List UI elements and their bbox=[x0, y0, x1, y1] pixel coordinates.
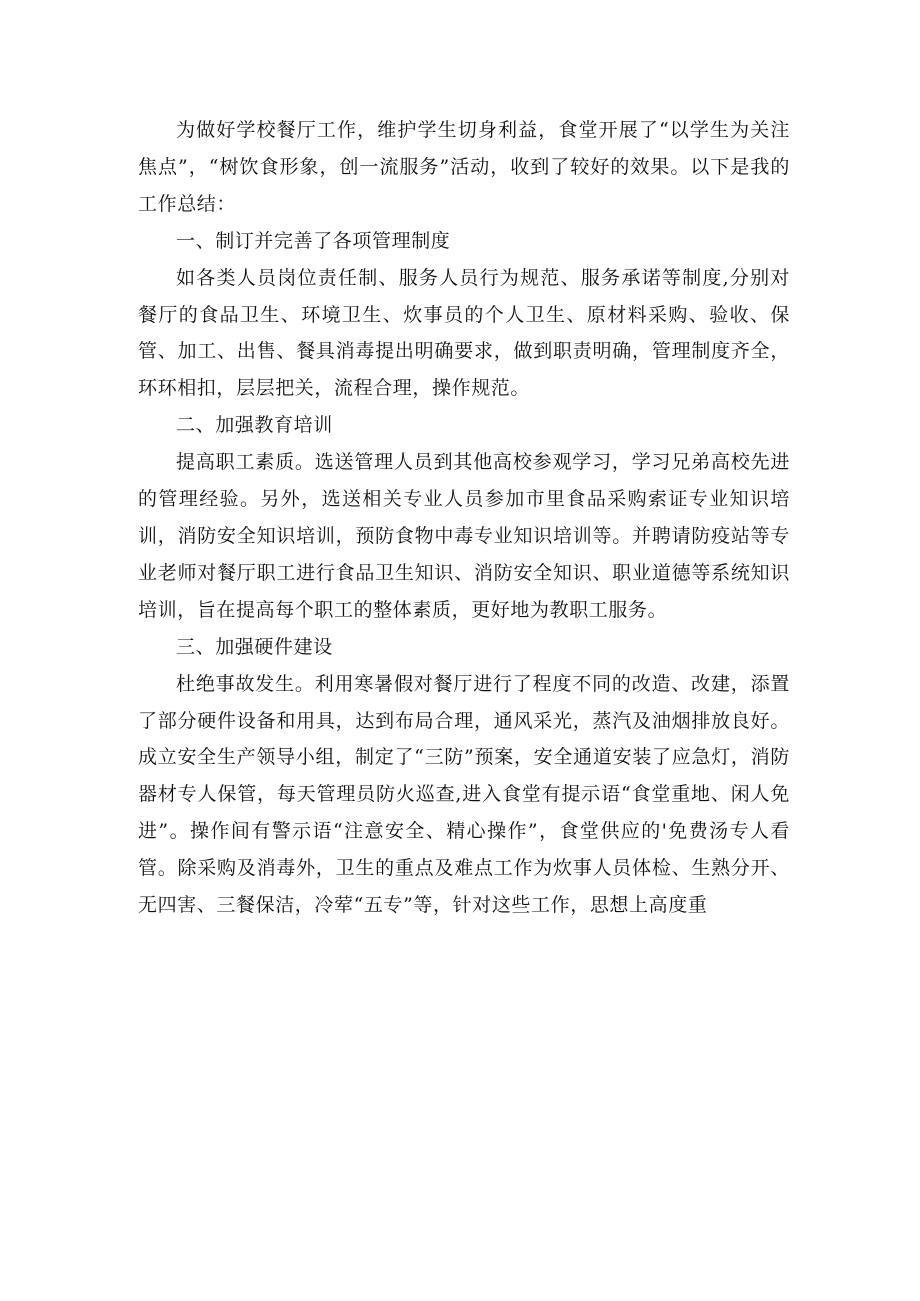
section-heading-education-training: 二、加强教育培训 bbox=[176, 414, 333, 437]
hardware-paragraph: 杜绝事故发生。利用寒暑假对餐厅进行了程度不同的改造、改建，添置了部分硬件设备和用具，达到布局合理，通风采光，蒸汽及油烟排放良好。成立安全生产领导小组，制定了“三防”预案，安全通道安装了应急灯，消防器材专人保管，每天管理员防火巡查,进入食堂有提示语“食堂重地、闲人免进”。操作间有警示语“注意安全、精心操作”，食堂供应的'免费汤专人看管。除采购及消毒外，卫生的重点及难点工作为炊事人员体检、生熟分开、无四害、三餐保洁，冷荤“五专”等，针对这些工作，思想上高度重 bbox=[138, 672, 790, 917]
intro-paragraph: 为做好学校餐厅工作，维护学生切身利益，食堂开展了“以学生为关注焦点”，“树饮食形象，创一流服务”活动，收到了较好的效果。以下是我的工作总结： bbox=[138, 119, 790, 215]
section-heading-management-system: 一、制订并完善了各项管理制度 bbox=[176, 229, 451, 252]
education-training-paragraph: 提高职工素质。选送管理人员到其他高校参观学习，学习兄弟高校先进的管理经验。另外，选送相关专业人员参加市里食品采购索证专业知识培训，消防安全知识培训，预防食物中毒专业知识培训等。并聘请防疫站等专业老师对餐厅职工进行食品卫生知识、消防安全知识、职业道德等系统知识培训，旨在提高每个职工的整体素质，更好地为教职工服务。 bbox=[138, 451, 790, 621]
management-system-paragraph: 如各类人员岗位责任制、服务人员行为规范、服务承诺等制度,分别对餐厅的食品卫生、环境卫生、炊事员的个人卫生、原材料采购、验收、保管、加工、出售、餐具消毒提出明确要求，做到职责明确，管理制度齐全，环环相扣，层层把关，流程合理，操作规范。 bbox=[138, 266, 790, 400]
section-heading-hardware: 三、加强硬件建设 bbox=[176, 635, 333, 658]
document-body bbox=[138, 112, 790, 924]
